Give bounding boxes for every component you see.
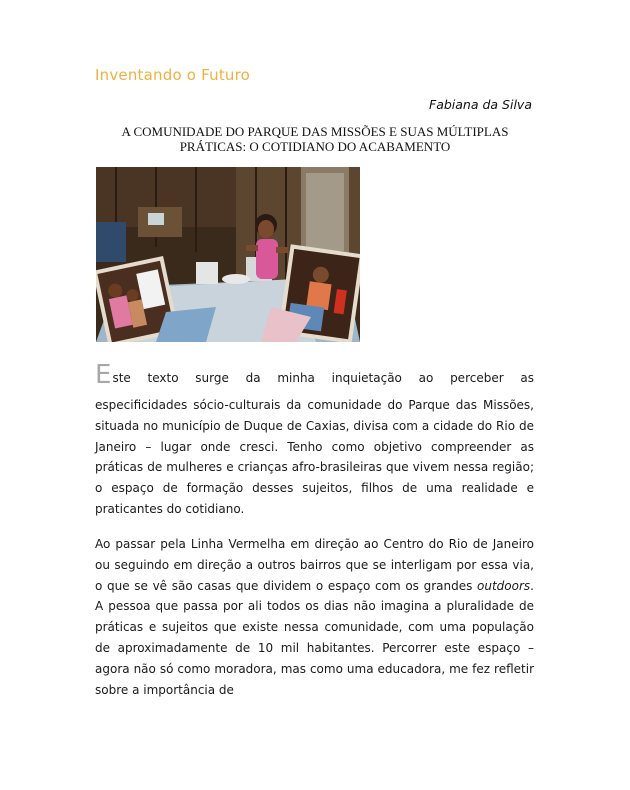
paragraph-2-part-b: . A pessoa que passa por ali todos os dias não imagina a pluralidade de práticas e sujeitos que existe nessa comunidade, com uma população de aproximadamente de 10 mil habitantes. Percorrer este espaço – agora não só como moradora, mas como uma educadora, me fez refletir sobre a importância de xyxy=(95,578,534,697)
article-title-line-2: PRÁTICAS: O COTIDIANO DO ACABAMENTO xyxy=(179,139,451,154)
author-name: Fabiana da Silva xyxy=(429,97,532,112)
paragraph-1-first-line xyxy=(95,360,534,390)
paragraph-1: especificidades sócio-culturais da comunidade do Parque das Missões, situada no município de Duque de Caxias, divisa com a cidade do Rio de Janeiro – lugar onde cresci. Tenho como objetivo compreender as práticas de mulheres e crianças afro-brasileiras que vivem nessa região; o espaço de formação desses sujeitos, filhos de uma realidade e praticantes do cotidiano. xyxy=(95,398,534,516)
paragraph-1-first-line-text: ste texto surge da minha inquietação ao perceber as xyxy=(112,371,534,385)
running-head: Inventando o Futuro xyxy=(95,66,251,84)
drop-cap: E xyxy=(95,360,112,390)
paragraph-2-part-a: Ao passar pela Linha Vermelha em direção ao Centro do Rio de Janeiro ou seguindo em direção a outros bairros que se interligam por essa via, o que se vê são casas que dividem o espaço com os grandes xyxy=(95,537,534,593)
paragraph-2-italic: outdoors xyxy=(477,578,531,593)
community-photo xyxy=(96,167,360,342)
paragraph-2 xyxy=(95,534,534,700)
article-title xyxy=(95,124,535,154)
article-title-line-1: A COMUNIDADE DO PARQUE DAS MISSÕES E SUAS MÚLTIPLAS xyxy=(121,124,509,139)
